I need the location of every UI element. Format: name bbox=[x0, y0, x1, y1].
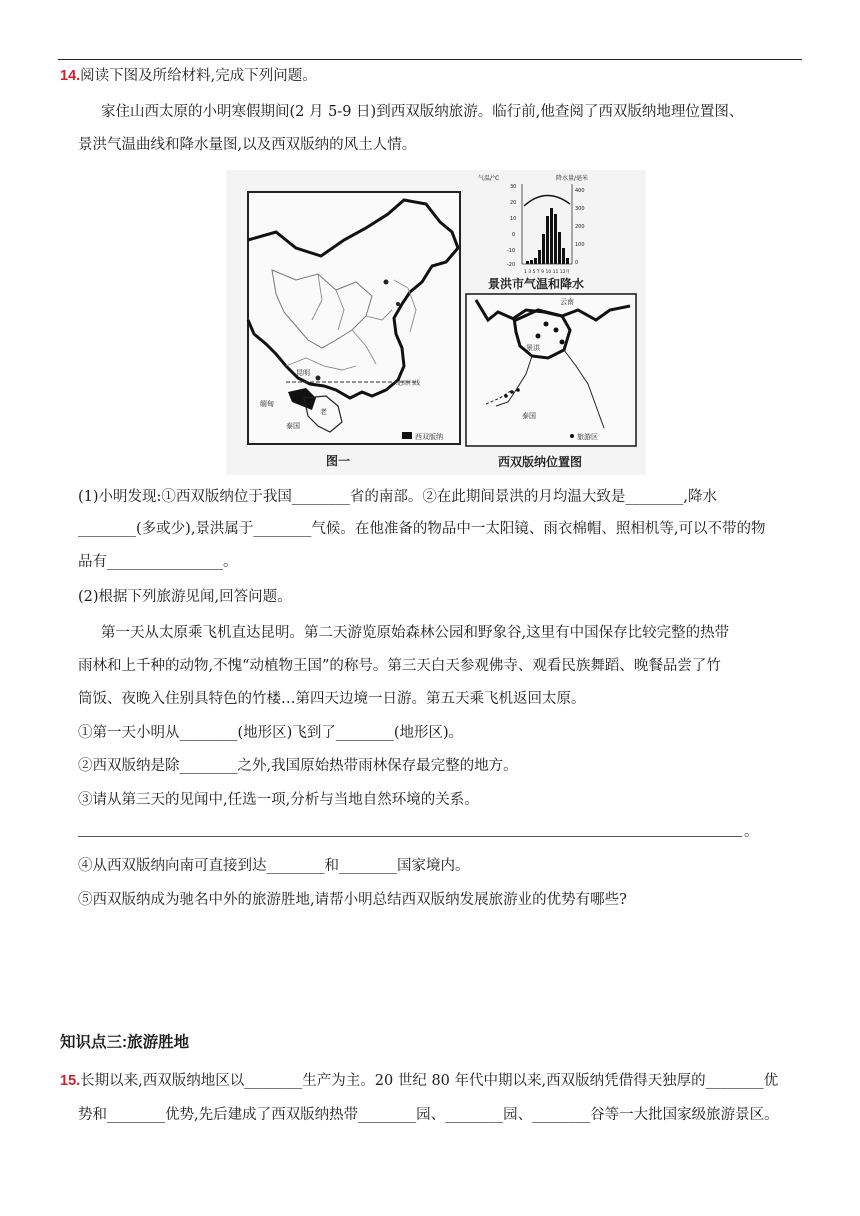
part2-title: (2)根据下列旅游见闻,回答问题。 bbox=[78, 589, 292, 605]
question-number: 14. bbox=[60, 68, 81, 84]
sub-question-4: ④从西双版纳向南可直接到达________和________国家境内。 bbox=[78, 858, 470, 874]
tick-r4: 0 bbox=[575, 260, 579, 266]
part1-line-3: 品有________________。 bbox=[78, 554, 238, 570]
tick-l4: -10 bbox=[507, 248, 516, 254]
part1-line-1: (1)小明发现:①西双版纳位于我国________省的南部。②在此期间景洪的月均温大致是________,降水 bbox=[78, 489, 718, 505]
tick-l1: 20 bbox=[510, 200, 517, 206]
story-line-2: 雨林和上千种的动物,不愧“动植物王国”的称号。第三天白天参观佛寺、观看民族舞蹈、晚餐品尝了竹 bbox=[78, 658, 721, 674]
answer-line bbox=[78, 836, 742, 837]
question-number: 15. bbox=[60, 1073, 81, 1089]
chart-axis-left: 气温/°C bbox=[478, 175, 500, 182]
tick-r1: 300 bbox=[575, 206, 585, 212]
thailand-label: 泰国 bbox=[286, 422, 300, 430]
tropic-label: 北回归线 bbox=[396, 380, 421, 387]
sub-question-5: ⑤西双版纳成为驰名中外的旅游胜地,请帮小明总结西双版纳发展旅游业的优势有哪些? bbox=[78, 892, 627, 908]
material-line-2: 景洪气温曲线和降水量图,以及西双版纳的风土人情。 bbox=[78, 137, 417, 153]
answer-line-end: 。 bbox=[744, 824, 759, 840]
tick-l2: 10 bbox=[510, 216, 517, 222]
figure-caption: 图一 bbox=[326, 454, 351, 468]
china-map bbox=[248, 192, 460, 468]
yunnan-label: 云南 bbox=[560, 298, 574, 306]
sub-question-3: ③请从第三天的见闻中,任选一项,分析与当地自然环境的关系。 bbox=[78, 792, 479, 808]
tick-l3: 0 bbox=[512, 232, 516, 238]
q15-text-1: 长期以来,西双版纳地区以________生产为主。20 世纪 80 年代中期以来,西双版纳凭借得天独厚的________优 bbox=[80, 1073, 779, 1089]
q14-intro-line bbox=[60, 66, 317, 86]
laos-label: 老 bbox=[320, 408, 327, 416]
sub-question-2: ②西双版纳是除________之外,我国原始热带雨林保存最完整的地方。 bbox=[78, 758, 518, 774]
header-rule bbox=[58, 59, 802, 60]
figure-svg bbox=[226, 170, 646, 475]
inset-map bbox=[466, 294, 636, 469]
tick-r3: 100 bbox=[575, 242, 585, 248]
tick-l5: -20 bbox=[507, 262, 516, 268]
q14-intro: 阅读下图及所给材料,完成下列问题。 bbox=[80, 68, 317, 84]
kunming-label: 昆明 bbox=[296, 369, 310, 377]
legend-xsbn: 西双版纳 bbox=[415, 433, 443, 441]
q15-line-1 bbox=[60, 1071, 778, 1091]
x-ticks: 1 3 5 7 9 10 11 12月 bbox=[524, 270, 571, 275]
story-line-1: 第一天从太原乘飞机直达昆明。第二天游览原始森林公园和野象谷,这里有中国保存比较完整的热带 bbox=[101, 625, 730, 641]
part1-line-2: ________(多或少),景洪属于________气候。在他准备的物品中一太阳镜、雨衣棉帽、照相机等,可以不带的物 bbox=[78, 521, 766, 537]
map-figure bbox=[226, 170, 646, 475]
chart-caption: 景洪市气温和降水 bbox=[488, 277, 585, 291]
tick-r2: 200 bbox=[575, 224, 585, 230]
section-heading: 知识点三:旅游胜地 bbox=[60, 1034, 190, 1051]
inset-caption: 西双版纳位置图 bbox=[498, 455, 583, 469]
tick-l0: 30 bbox=[510, 184, 517, 190]
legend-tour: 旅游区 bbox=[577, 433, 598, 441]
myanmar-label: 缅甸 bbox=[260, 400, 274, 408]
q15-line-2: 势和________优势,先后建成了西双版纳热带________园、________园、________谷等一大批国家级旅游景区。 bbox=[78, 1107, 779, 1123]
jinghong-label: 景洪 bbox=[526, 344, 540, 352]
sub-question-1: ①第一天小明从________(地形区)飞到了________(地形区)。 bbox=[78, 725, 464, 741]
thailand-inset-label: 泰国 bbox=[522, 412, 536, 420]
material-line-1: 家住山西太原的小明寒假期间(2 月 5-9 日)到西双版纳旅游。临行前,他查阅了西双版纳地理位置图、 bbox=[101, 104, 744, 120]
chart-axis-right: 降水量/毫米 bbox=[556, 175, 589, 182]
story-line-3: 筒饭、夜晚入住别具特色的竹楼…第四天边境一日游。第五天乘飞机返回太原。 bbox=[78, 691, 586, 707]
tick-r0: 400 bbox=[575, 188, 585, 194]
